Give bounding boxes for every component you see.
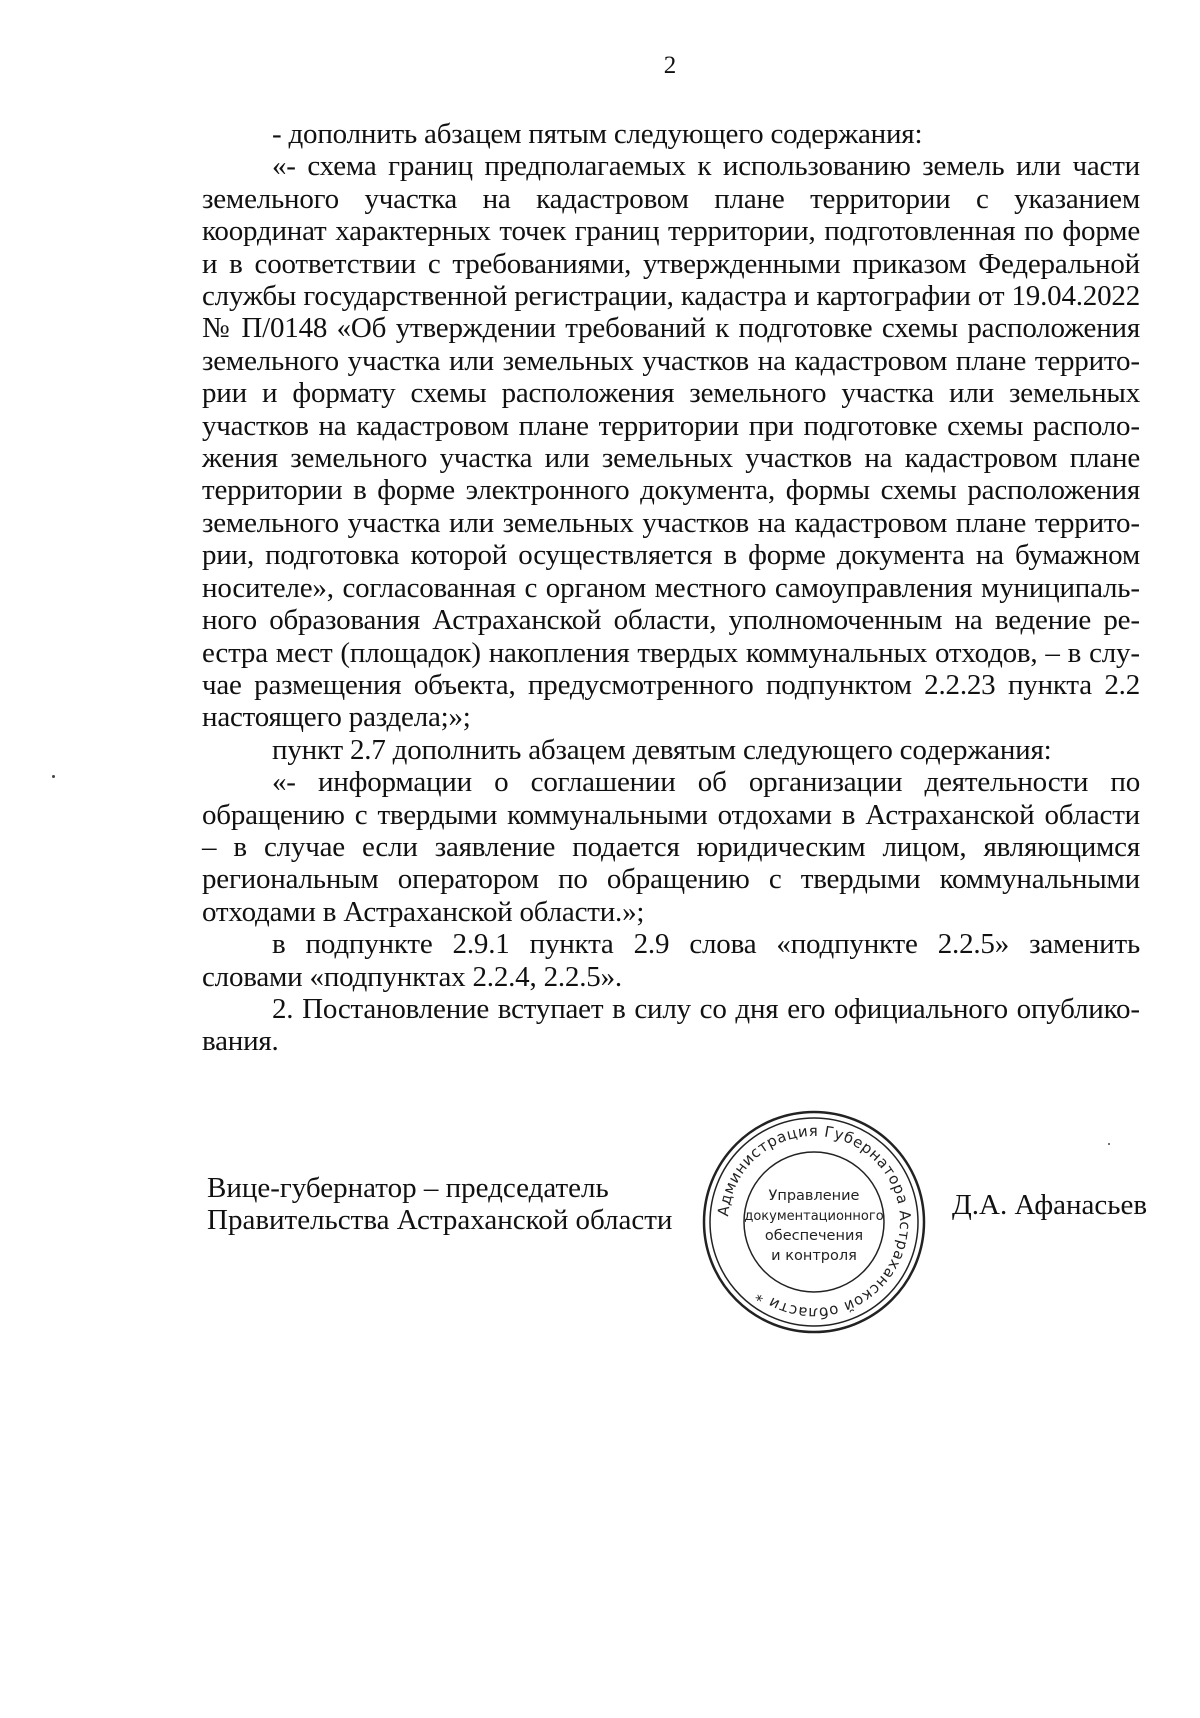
- scan-speck: [1108, 1143, 1110, 1145]
- stamp-center-line-3: обеспечения: [764, 1228, 864, 1244]
- position-line-1: Вице-губернатор – председатель: [207, 1172, 609, 1204]
- paragraph-5: в подпункте 2.9.1 пункта 2.9 слова «подпункте 2.2.5» заменить словами «подпунктах 2.2.4, 2.2.5».: [202, 928, 1140, 993]
- stamp-center-line-2: документационного: [744, 1209, 884, 1224]
- scan-speck: [52, 775, 55, 778]
- position-line-2: Правительства Астраханской области: [207, 1204, 673, 1237]
- stamp-center-line-4: и контроля: [771, 1248, 857, 1264]
- signatory-position: [207, 1172, 672, 1237]
- paragraph-4: «- информации о соглашении об организации деятельности по обращению с твердыми коммунальными отдохами в Астраханской области – в случае если заявление подается юридическим лицом, являющимся региональным оператором по обращению с твердыми коммунальными отходами в Астраханской области.»;: [202, 766, 1140, 928]
- stamp-ring-text: Администрация Губернатора Астраханской области *: [714, 1121, 915, 1323]
- stamp-center-line-1: Управление: [768, 1188, 860, 1204]
- paragraph-1: - дополнить абзацем пятым следующего содержания:: [272, 118, 923, 150]
- paragraph-6: 2. Постановление вступает в силу со дня его официального опубликования.: [202, 992, 1140, 1058]
- official-stamp: [700, 1108, 928, 1336]
- paragraph-2: «- схема границ предполагаемых к использованию земель или части земельного участка на кадастровом плане территории с указанием координат характерных точек границ территории, подготовленная по форме и в соответствии с требованиями, утвержденными приказом Федеральной службы государственной регистрации, кадастра и картографии от 19.04.2022 № П/0148 «Об утверждении требований к подготовке схемы расположения земельного участка или земельных участков на кадастровом плане территории и формату схемы расположения земельного участка или земельных участков на кадастровом плане территории при подготовке схемы расположения земельного участка или земельных участков на кадастровом плане территории в форме электронного документа, формы схемы расположения земельного участка или земельных участков на кадастровом плане территории, подготовка которой осуществляется в форме документа на бумажном носителе», согласованная с органом местного самоуправления муниципального образования Астраханской области, уполномоченным на ведение реестра мест (площадок) накопления твердых коммунальных отходов, – в случае размещения объекта, предусмотренного подпунктом 2.2.23 пункта 2.2 настоящего раздела;»;: [202, 150, 1140, 734]
- signer-name: Д.А. Афанасьев: [952, 1189, 1148, 1221]
- page-number: 2: [663, 52, 677, 79]
- paragraph-3: пункт 2.7 дополнить абзацем девятым следующего содержания:: [272, 733, 1052, 766]
- document-body: [202, 118, 1140, 1058]
